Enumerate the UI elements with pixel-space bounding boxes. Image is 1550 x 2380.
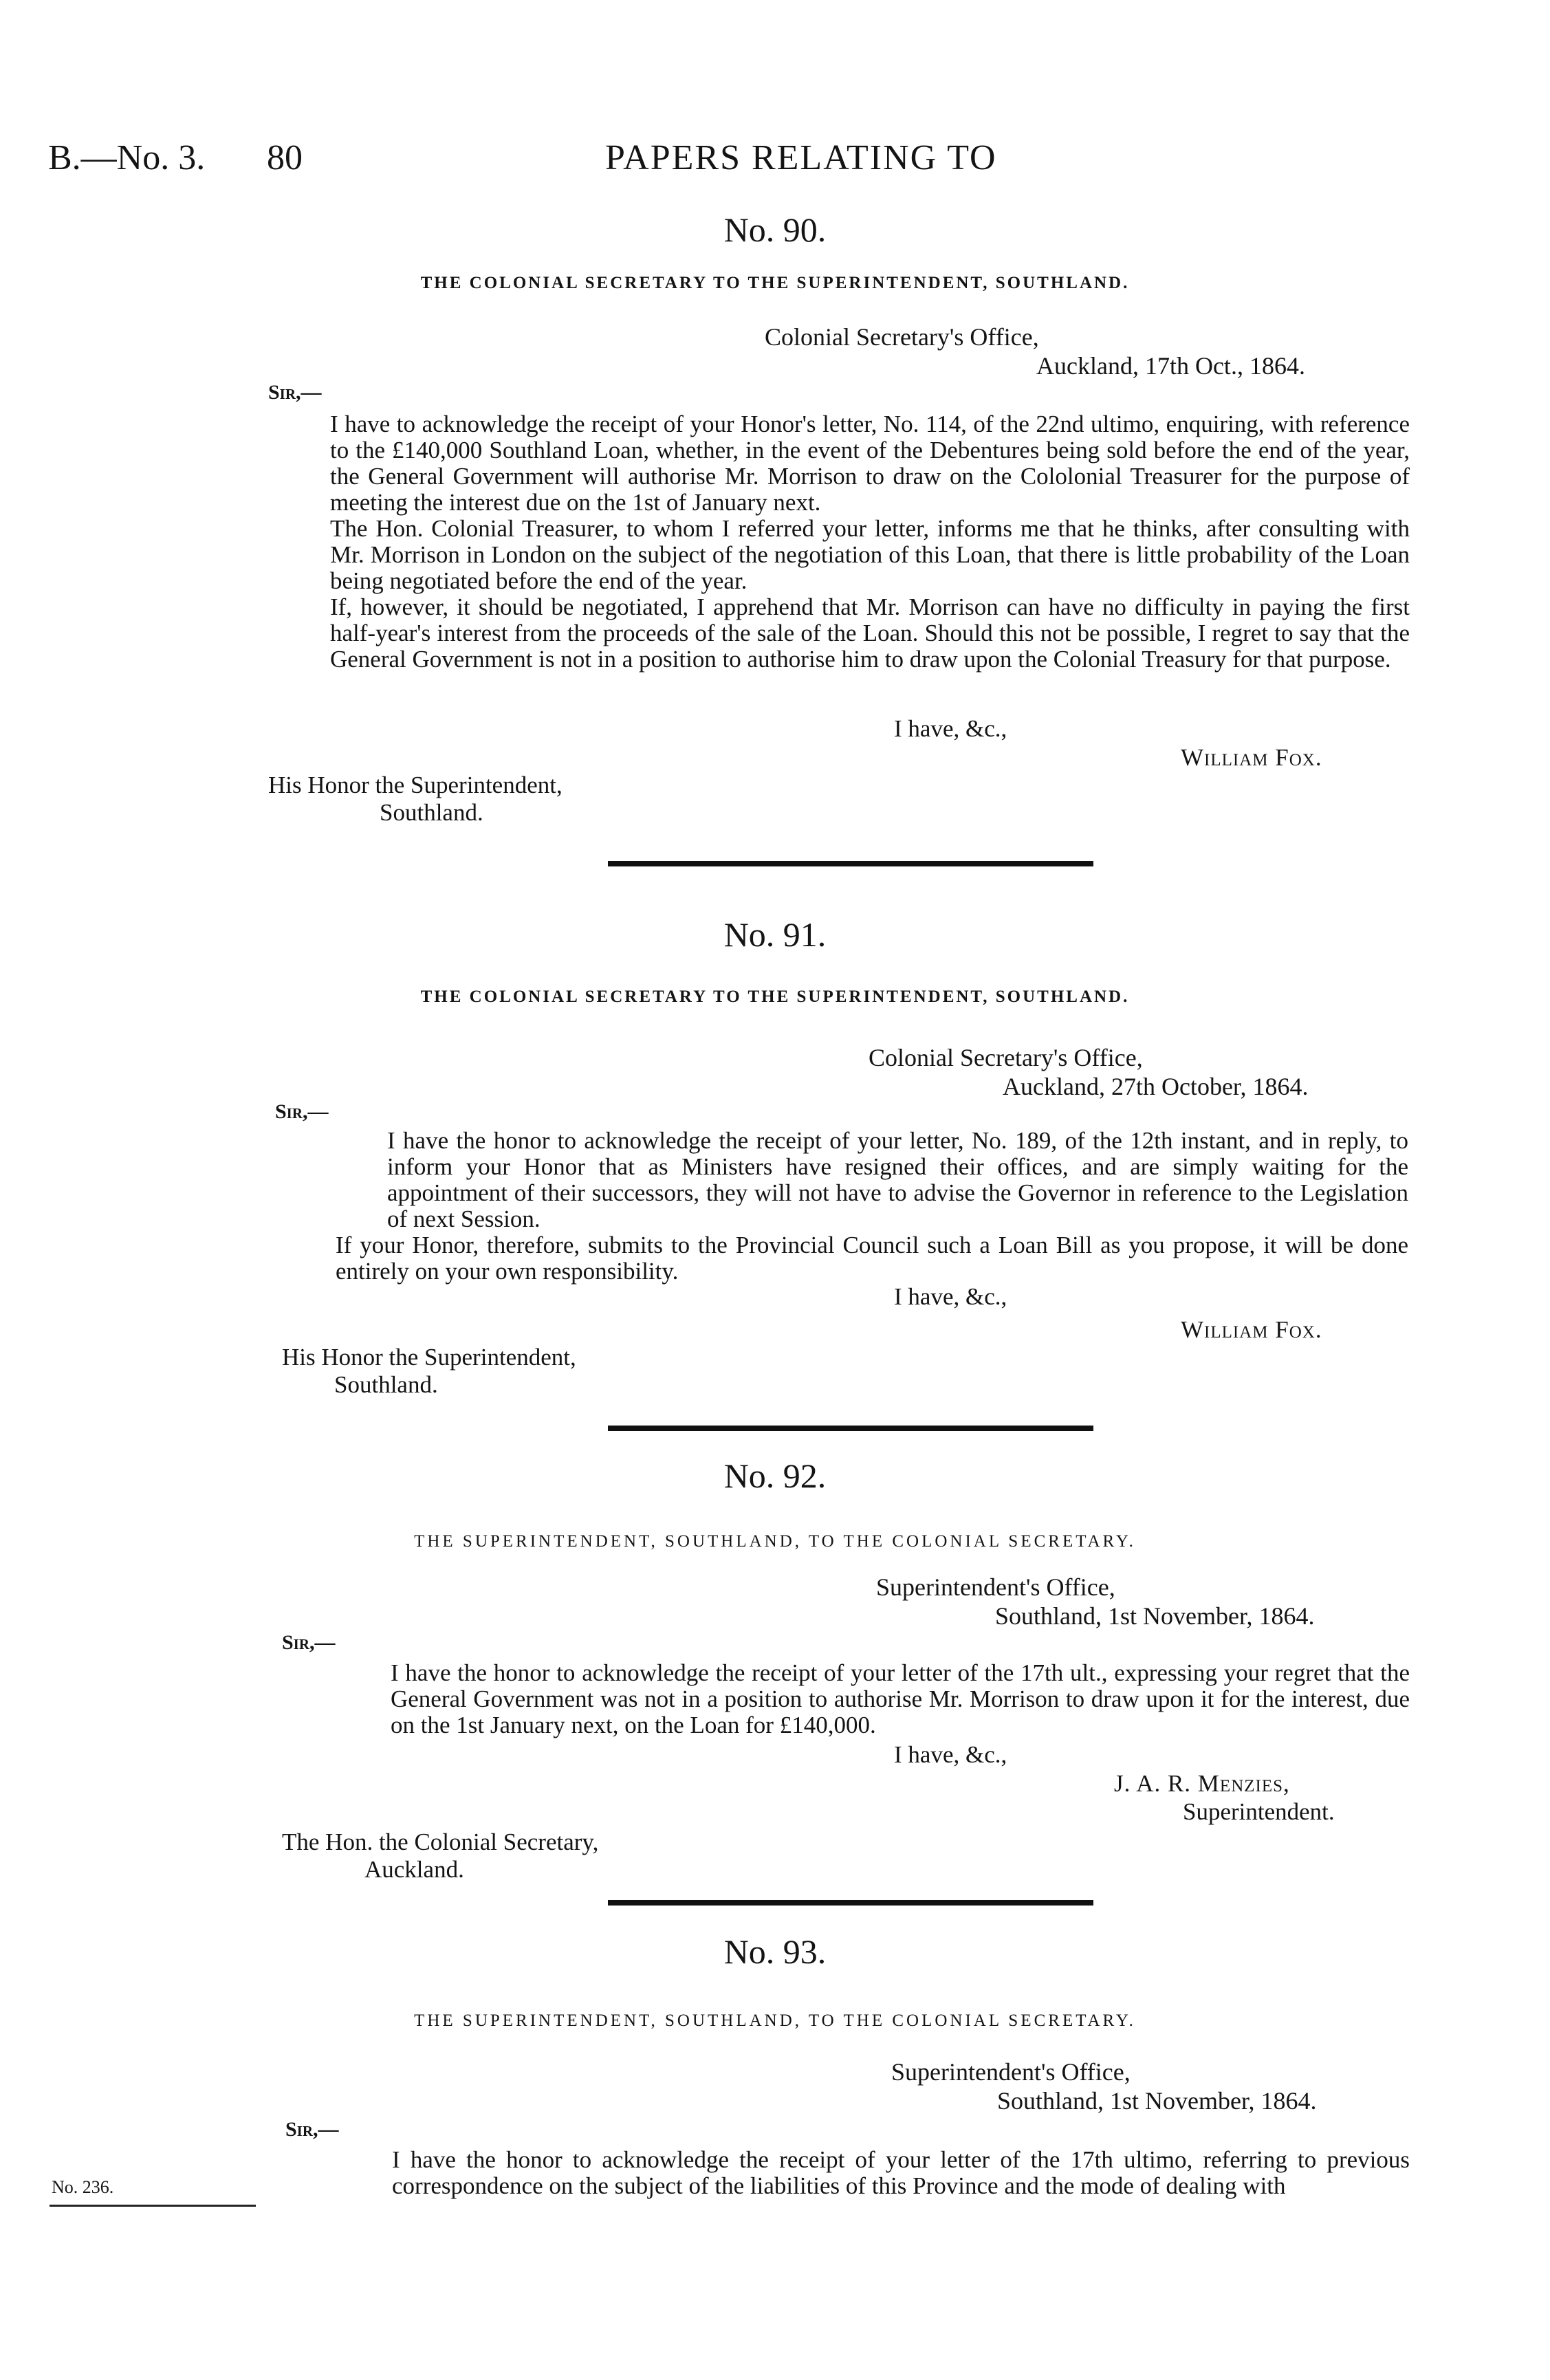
letter-body xyxy=(268,411,1410,673)
paragraph: I have the honor to acknowledge the receipt of your letter of the 17th ult., expressing your regret that the General Government was not in a position to authorise Mr. Morrison to draw upon it for the interest, due on the 1st January next, on the Loan for £140,000. xyxy=(391,1659,1410,1738)
sender-office: Superintendent's Office, xyxy=(876,1573,1115,1601)
paragraph: The Hon. Colonial Treasurer, to whom I referred your letter, informs me that he thinks, after consulting with Mr. Morrison in London on the subject of the negotiation of this Loan, that there is little probability of the Loan being negotiated before the end of the year. xyxy=(330,515,1410,594)
section-divider xyxy=(608,1900,1093,1906)
margin-rule xyxy=(50,2205,256,2207)
signature: William Fox. xyxy=(1181,744,1322,771)
paragraph: If, however, it should be negotiated, I apprehend that Mr. Morrison can have no difficulty in paying the first half-year's interest from the proceeds of the sale of the Loan. Should this not be possible, I regret to say that the General Government is not in a position to authorise him to draw upon the Colonial Treasury for that purpose. xyxy=(330,593,1410,673)
salutation: Sir,— xyxy=(282,1631,336,1654)
letter-number: No. 91. xyxy=(723,915,827,954)
recipient-line: His Honor the Superintendent, xyxy=(268,772,563,798)
paragraph: I have the honor to acknowledge the receipt of your letter, No. 189, of the 12th instant, and in reply, to inform your Honor that as Ministers have resigned their offices, and are simply waiting for the appointment of their successors, they will not have to advise the Governor in reference to the Legislation of next Session. xyxy=(387,1127,1408,1232)
signature-title: Superintendent. xyxy=(1183,1798,1335,1825)
place-date: Auckland, 27th October, 1864. xyxy=(1003,1073,1309,1100)
salutation: Sir,— xyxy=(285,2118,339,2141)
recipient-line: His Honor the Superintendent, xyxy=(282,1344,576,1371)
letter-number: No. 93. xyxy=(723,1932,827,1971)
recipient-line: Southland. xyxy=(334,1371,438,1398)
sender-office: Colonial Secretary's Office, xyxy=(765,323,1039,351)
salutation: Sir,— xyxy=(275,1100,329,1123)
signature: J. A. R. Menzies, xyxy=(1114,1770,1290,1797)
series-label: B.—No. 3. xyxy=(48,138,206,177)
place-date: Auckland, 17th Oct., 1864. xyxy=(1036,352,1305,380)
recipient-line: Southland. xyxy=(380,799,483,826)
signature: William Fox. xyxy=(1181,1316,1322,1343)
page-title: PAPERS RELATING TO xyxy=(605,138,997,177)
letter-heading: THE COLONIAL SECRETARY TO THE SUPERINTENDENT, SOUTHLAND. xyxy=(420,987,1130,1006)
closing: I have, &c., xyxy=(894,1283,1007,1310)
letter-body xyxy=(282,2147,1410,2199)
letter-heading: THE COLONIAL SECRETARY TO THE SUPERINTENDENT, SOUTHLAND. xyxy=(420,274,1130,292)
place-date: Southland, 1st November, 1864. xyxy=(995,1602,1315,1630)
margin-reference: No. 236. xyxy=(52,2177,114,2197)
letter-body xyxy=(274,1128,1408,1285)
letter-body xyxy=(281,1660,1410,1738)
section-divider xyxy=(608,1426,1093,1431)
place-date: Southland, 1st November, 1864. xyxy=(997,2087,1317,2115)
paragraph: I have the honor to acknowledge the receipt of your letter of the 17th ultimo, referring to previous correspondence on the subject of the liabilities of this Province and the mode of dealing with xyxy=(392,2146,1410,2199)
section-divider xyxy=(608,861,1093,866)
page-number: 80 xyxy=(267,138,303,177)
paragraph: If your Honor, therefore, submits to the Provincial Council such a Loan Bill as you propose, it will be done entirely on your own responsibility. xyxy=(336,1232,1408,1285)
recipient-line: Auckland. xyxy=(364,1856,464,1883)
sender-office: Colonial Secretary's Office, xyxy=(869,1044,1143,1071)
letter-number: No. 92. xyxy=(723,1456,827,1495)
paragraph: I have to acknowledge the receipt of your Honor's letter, No. 114, of the 22nd ultimo, enquiring, with reference to the £140,000 Southland Loan, whether, in the event of the Debentures being sold before the end of the year, the General Government will authorise Mr. Morrison to draw on the Cololonial Treasurer for the purpose of meeting the interest due on the 1st of January next. xyxy=(330,411,1410,516)
letter-heading: THE SUPERINTENDENT, SOUTHLAND, TO THE COLONIAL SECRETARY. xyxy=(414,2011,1136,2030)
closing: I have, &c., xyxy=(894,1741,1007,1768)
recipient-line: The Hon. the Colonial Secretary, xyxy=(282,1828,599,1855)
closing: I have, &c., xyxy=(894,715,1007,742)
salutation: Sir,— xyxy=(268,381,322,404)
letter-heading: THE SUPERINTENDENT, SOUTHLAND, TO THE COLONIAL SECRETARY. xyxy=(414,1532,1136,1551)
sender-office: Superintendent's Office, xyxy=(891,2058,1131,2086)
letter-number: No. 90. xyxy=(723,210,827,249)
